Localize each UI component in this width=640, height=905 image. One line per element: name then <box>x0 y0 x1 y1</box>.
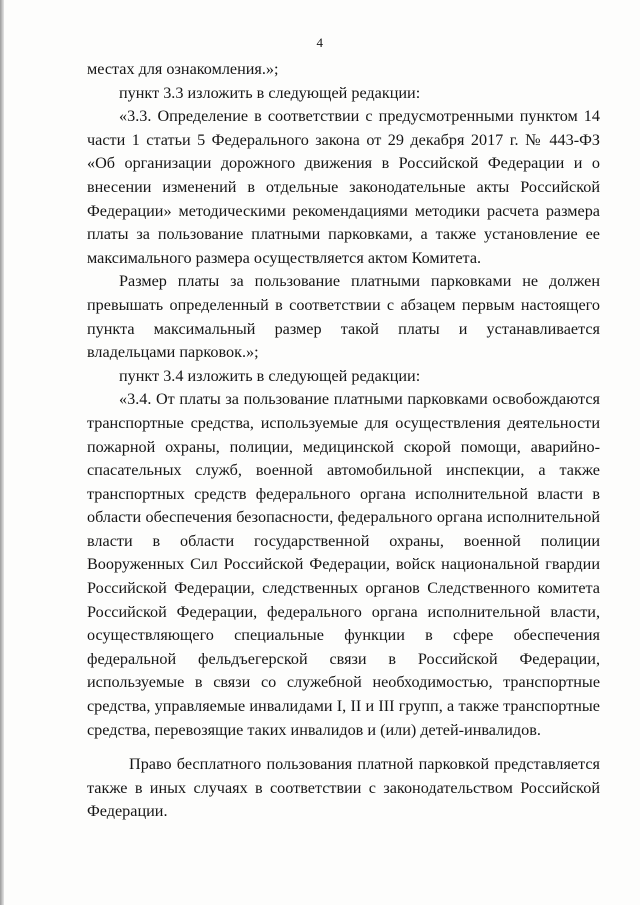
document-body <box>87 58 600 824</box>
paragraph-5: пункт 3.4 изложить в следующей редакции: <box>119 366 421 385</box>
page-number: 4 <box>316 35 324 50</box>
paragraph-1: местах для ознакомления.»; <box>87 60 279 78</box>
paragraph-6: «3.4. От платы за пользование платными парковками освобождаются транспортные средства, используемые для осуществления деятельности пожарной охраны, полиции, медицинской скорой помощи, аварийно-спасательных служб, военной автомобильной инспекции, а также транспортных средств федерального органа исполнительной власти в области обеспечения безопасности, федерального органа исполнительной власти в области государственной охраны, военной полиции Вооруженных Сил Российской Федерации, войск национальной гвардии Российской Федерации, следственных органов Следственного комитета Российской Федерации, федерального органа исполнительной власти, осуществляющего специальные функции в сфере обеспечения федеральной фельдъегерской связи в Российской Федерации, используемые в связи со служебной необходимостью, транспортные средства, управляемые инвалидами I, II и III групп, а также транспортные средства, перевозящие таких инвалидов и (или) детей-инвалидов. <box>87 390 600 739</box>
paragraph-3: «3.3. Определение в соответствии с предусмотренными пунктом 14 части 1 статьи 5 Федерального закона от 29 декабря 2017 г. № 443-ФЗ «Об организации дорожного движения в Российской Федерации и о внесении изменений в отдельные законодательные акты Российской Федерации» методическими рекомендациями методики расчета размера платы за пользование платными парковками, а также установление ее максимального размера осуществляется актом Комитета. <box>87 107 600 267</box>
paragraph-2: пункт 3.3 изложить в следующей редакции: <box>119 83 421 102</box>
scan-edge-shadow <box>0 0 4 905</box>
paragraph-7: Право бесплатного пользования платной парковкой представляется также в иных случаях в соответствии с законодательством Российской Федерации. <box>87 755 600 821</box>
paragraph-4: Размер платы за пользование платными парковками не должен превышать определенный в соответствии с абзацем первым настоящего пункта максимальный размер такой платы и устанавливается владельцами парковок.»; <box>87 272 600 362</box>
